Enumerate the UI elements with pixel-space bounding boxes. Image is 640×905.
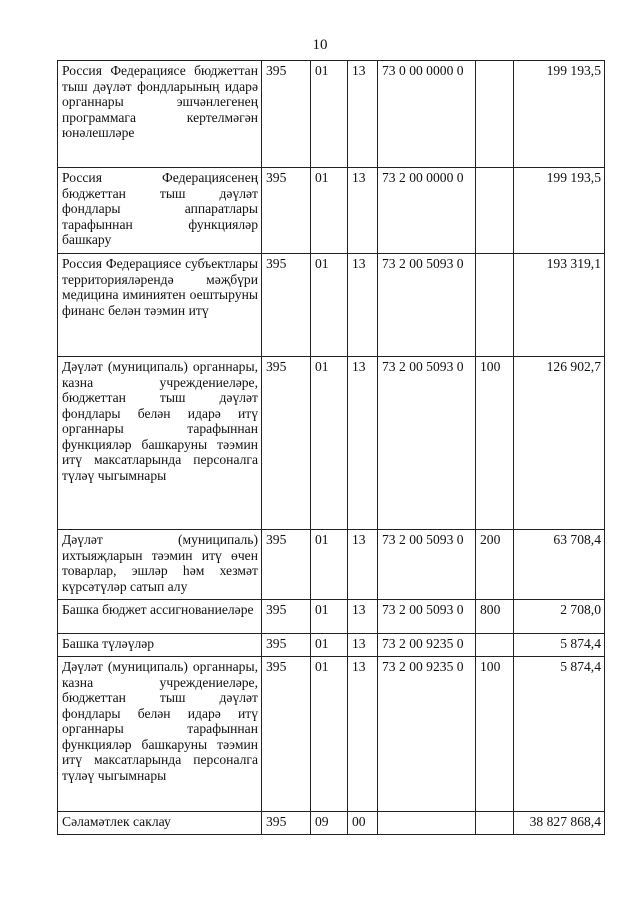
row-csr: 73 2 00 5093 0 xyxy=(378,357,476,530)
row-csr: 73 2 00 9235 0 xyxy=(378,657,476,812)
row-ved: 395 xyxy=(262,812,311,835)
table-row xyxy=(58,634,605,657)
table-body xyxy=(58,61,605,835)
row-vr xyxy=(476,634,514,657)
row-name: Россия Федерациясе бюджеттан тыш дәүләт фондларының идарә органнары эшчәнлегенең программага кертелмәгән юнәлешләре xyxy=(58,61,262,168)
row-name: Россия Федерациясенең бюджеттан тыш дәүләт фондлары аппаратлары тарафыннан функцияләр башкару xyxy=(58,168,262,254)
table-row xyxy=(58,657,605,812)
row-vr xyxy=(476,168,514,254)
row-name: Дәүләт (муниципаль) ихтыяҗларын тәэмин итү өчен товарлар, эшләр һәм хезмәт күрсәтүләр сатып алу xyxy=(58,530,262,600)
row-csr: 73 2 00 5093 0 xyxy=(378,254,476,357)
row-vr: 100 xyxy=(476,357,514,530)
row-vr: 200 xyxy=(476,530,514,600)
row-vr xyxy=(476,812,514,835)
row-vr: 100 xyxy=(476,657,514,812)
table-row xyxy=(58,61,605,168)
row-csr: 73 0 00 0000 0 xyxy=(378,61,476,168)
row-vr xyxy=(476,61,514,168)
row-csr: 73 2 00 5093 0 xyxy=(378,530,476,600)
row-pr: 13 xyxy=(348,634,378,657)
row-ved: 395 xyxy=(262,357,311,530)
table-row xyxy=(58,357,605,530)
row-sum: 5 874,4 xyxy=(514,634,605,657)
row-sum: 126 902,7 xyxy=(514,357,605,530)
row-vr: 800 xyxy=(476,600,514,634)
row-rz: 01 xyxy=(311,600,348,634)
row-ved: 395 xyxy=(262,600,311,634)
row-ved: 395 xyxy=(262,61,311,168)
row-ved: 395 xyxy=(262,254,311,357)
row-pr: 13 xyxy=(348,168,378,254)
row-pr: 13 xyxy=(348,600,378,634)
page-number: 10 xyxy=(312,37,328,53)
row-sum: 199 193,5 xyxy=(514,168,605,254)
row-name: Башка бюджет ассигнованиеләре xyxy=(58,600,262,634)
row-ved: 395 xyxy=(262,657,311,812)
row-name: Сәламәтлек саклау xyxy=(58,812,262,835)
row-ved: 395 xyxy=(262,530,311,600)
budget-table xyxy=(57,60,605,835)
row-pr: 13 xyxy=(348,61,378,168)
row-sum: 38 827 868,4 xyxy=(514,812,605,835)
row-rz: 01 xyxy=(311,168,348,254)
row-rz: 09 xyxy=(311,812,348,835)
row-ved: 395 xyxy=(262,168,311,254)
row-csr: 73 2 00 0000 0 xyxy=(378,168,476,254)
table-row xyxy=(58,254,605,357)
row-csr xyxy=(378,812,476,835)
row-ved: 395 xyxy=(262,634,311,657)
row-rz: 01 xyxy=(311,530,348,600)
row-pr: 13 xyxy=(348,254,378,357)
row-name: Дәүләт (муниципаль) органнары, казна учреждениеләре, бюджеттан тыш дәүләт фондлары белән идарә итү органнары тарафыннан функцияләр башкаруны тәэмин итү максатларында персоналга түләү чыгымнары xyxy=(58,357,262,530)
row-csr: 73 2 00 5093 0 xyxy=(378,600,476,634)
row-pr: 13 xyxy=(348,657,378,812)
row-name: Россия Федерациясе субъектлары территорияләрендә мәҗбүри медицина иминиятен оештыруны финанс белән тәэмин итү xyxy=(58,254,262,357)
row-rz: 01 xyxy=(311,61,348,168)
row-pr: 00 xyxy=(348,812,378,835)
table-row xyxy=(58,168,605,254)
row-pr: 13 xyxy=(348,357,378,530)
row-vr xyxy=(476,254,514,357)
table-row xyxy=(58,600,605,634)
row-name: Дәүләт (муниципаль) органнары, казна учреждениеләре, бюджеттан тыш дәүләт фондлары белән идарә итү органнары тарафыннан функцияләр башкаруны тәэмин итү максатларында персоналга түләү чыгымнары xyxy=(58,657,262,812)
row-rz: 01 xyxy=(311,357,348,530)
table-row xyxy=(58,530,605,600)
row-name: Башка түләүләр xyxy=(58,634,262,657)
row-pr: 13 xyxy=(348,530,378,600)
row-rz: 01 xyxy=(311,254,348,357)
row-csr: 73 2 00 9235 0 xyxy=(378,634,476,657)
table-row xyxy=(58,812,605,835)
row-sum: 199 193,5 xyxy=(514,61,605,168)
row-rz: 01 xyxy=(311,634,348,657)
row-sum: 2 708,0 xyxy=(514,600,605,634)
row-rz: 01 xyxy=(311,657,348,812)
row-sum: 193 319,1 xyxy=(514,254,605,357)
row-sum: 5 874,4 xyxy=(514,657,605,812)
row-sum: 63 708,4 xyxy=(514,530,605,600)
